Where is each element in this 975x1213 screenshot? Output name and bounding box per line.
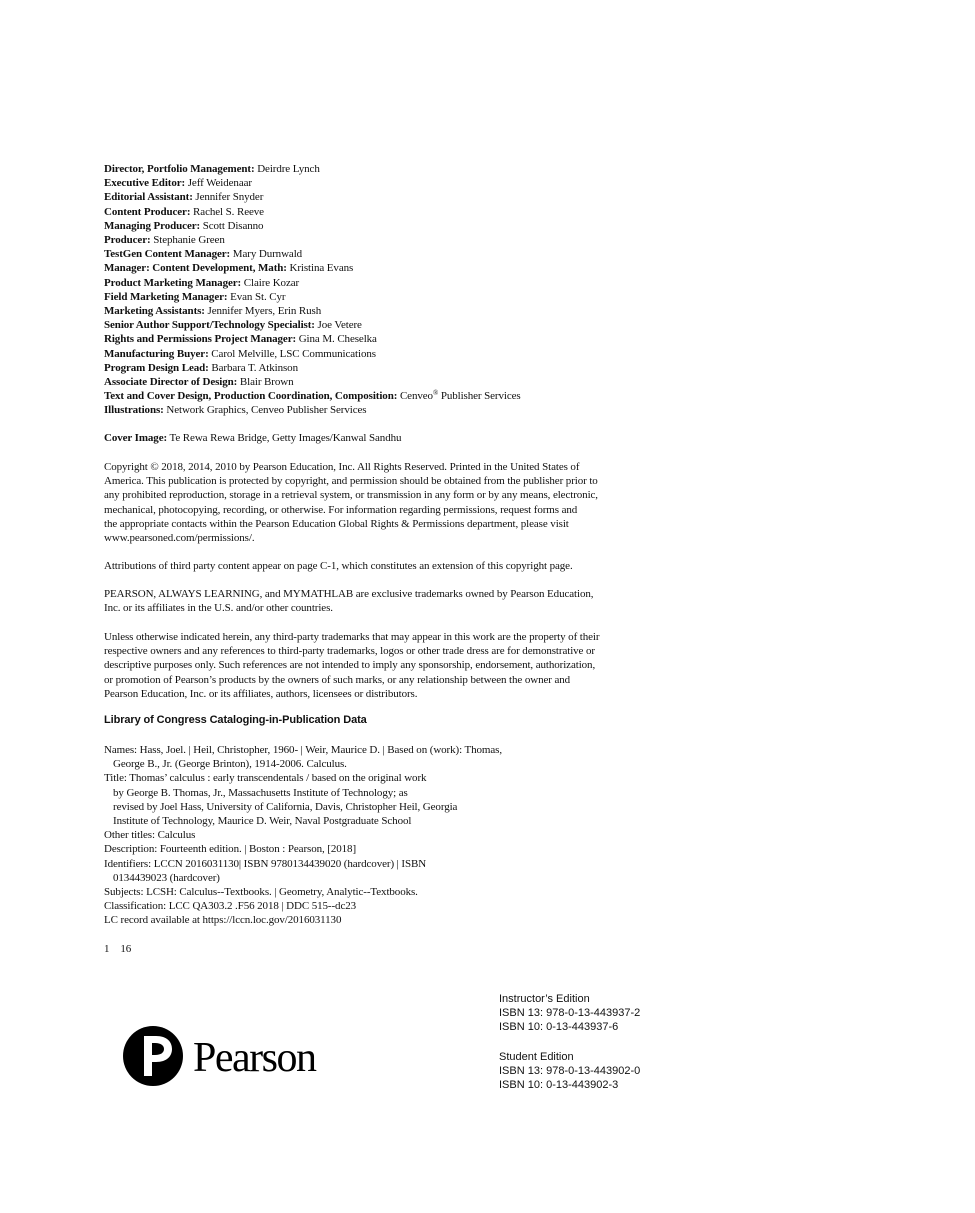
text-line: mechanical, photocopying, recording, or otherwise. For information regarding permissions, request forms and [104, 503, 578, 516]
credit-role: Associate Director of Design: [104, 376, 238, 389]
pearson-wordmark: Pearson [193, 1035, 316, 1081]
credit-line [104, 361, 664, 375]
trademark-notice [104, 587, 664, 615]
text-line: descriptive purposes only. Such references are not intended to imply any sponsorship, endorsement, authorization, [104, 659, 596, 672]
cip-line: by George B. Thomas, Jr., Massachusetts Institute of Technology; as [113, 786, 408, 799]
credit-name: Barbara T. Atkinson [211, 361, 298, 374]
credit-role: Editorial Assistant: [104, 191, 193, 204]
credit-name: Jeff Weidenaar [187, 177, 252, 190]
edition-label: Instructor’s Edition [499, 993, 590, 1005]
credit-name: Kristina Evans [289, 262, 354, 275]
text-line: respective owners and any references to third-party trademarks, logos or other trade dress are for demonstrative or [104, 645, 595, 658]
credit-line [104, 190, 664, 204]
credit-name: Scott Disanno [202, 219, 264, 232]
credit-name: Mary Durnwald [232, 248, 303, 261]
cip-line: LC record available at https://lccn.loc.gov/2016031130 [104, 914, 342, 927]
credits-list [104, 162, 664, 418]
text-line: www.pearsoned.com/permissions/. [104, 532, 255, 545]
credit-line [104, 205, 664, 219]
credit-role: TestGen Content Manager: [104, 248, 231, 261]
instructor-edition-isbn [499, 992, 640, 1035]
credit-role: Product Marketing Manager: [104, 276, 242, 289]
cip-line: Subjects: LCSH: Calculus--Textbooks. | Geometry, Analytic--Textbooks. [104, 886, 418, 899]
credit-line [104, 261, 664, 275]
credit-line [104, 219, 664, 233]
isbn-13: ISBN 13: 978-0-13-443902-0 [499, 1065, 641, 1078]
attribution-notice [104, 559, 664, 573]
cip-data [104, 743, 664, 928]
credit-line [104, 233, 664, 247]
text-line: Inc. or its affiliates in the U.S. and/or other countries. [104, 602, 333, 615]
credit-role: Content Producer: [104, 205, 191, 218]
isbn-13: ISBN 13: 978-0-13-443937-2 [499, 1007, 641, 1020]
isbn-10: ISBN 10: 0-13-443902-3 [499, 1079, 619, 1092]
credit-role: Marketing Assistants: [104, 305, 205, 318]
credit-name: Jennifer Myers, Erin Rush [207, 305, 322, 318]
credit-role: Field Marketing Manager: [104, 290, 228, 303]
cip-line: revised by Joel Hass, University of California, Davis, Christopher Heil, Georgia [113, 800, 458, 813]
credit-role: Senior Author Support/Technology Specialist: [104, 319, 315, 332]
credit-name: Cenveo [399, 390, 433, 403]
cip-line: George B., Jr. (George Brinton), 1914-2006. Calculus. [113, 758, 347, 771]
cip-line: Classification: LCC QA303.2 .F56 2018 | DDC 515--dc23 [104, 900, 357, 913]
print-number: 16 [120, 943, 132, 955]
text-line: PEARSON, ALWAYS LEARNING, and MYMATHLAB are exclusive trademarks owned by Pearson Education, [104, 588, 594, 600]
credit-line [104, 375, 664, 389]
credit-name-suffix: Publisher Services [440, 390, 521, 403]
credit-name: Network Graphics, Cenveo Publisher Services [166, 404, 367, 417]
credit-line [104, 290, 664, 304]
cip-line: Title: Thomas’ calculus : early transcendentals / based on the original work [104, 772, 427, 785]
copyright-notice [104, 460, 664, 545]
credit-role: Managing Producer: [104, 219, 201, 232]
text-line: the appropriate contacts within the Pearson Education Global Rights & Permissions department, please visit [104, 517, 569, 530]
credit-line [104, 332, 664, 346]
credit-role: Director, Portfolio Management: [104, 163, 255, 175]
credit-line [104, 176, 664, 190]
cip-line: Institute of Technology, Maurice D. Weir, Naval Postgraduate School [113, 815, 412, 828]
text-line: Unless otherwise indicated herein, any third-party trademarks that may appear in this work are the property of their [104, 631, 600, 643]
credit-line [104, 276, 664, 290]
text-line: Pearson Education, Inc. or its affiliates, authors, licensees or distributors. [104, 687, 418, 700]
credit-name: Deirdre Lynch [257, 163, 320, 175]
isbn-10: ISBN 10: 0-13-443937-6 [499, 1021, 619, 1034]
credit-name: Te Rewa Rewa Bridge, Getty Images/Kanwal Sandhu [169, 432, 402, 444]
cip-line: 0134439023 (hardcover) [113, 871, 220, 884]
student-edition-isbn [499, 1050, 640, 1093]
cip-line: Other titles: Calculus [104, 829, 196, 842]
cip-line: Identifiers: LCCN 2016031130| ISBN 9780134439020 (hardcover) | ISBN [104, 857, 427, 870]
pearson-logo [123, 1022, 363, 1092]
credit-line [104, 389, 664, 403]
credit-role: Manager: Content Development, Math: [104, 262, 287, 275]
credit-name: Blair Brown [239, 376, 294, 389]
registered-mark: ® [432, 389, 439, 398]
credit-name: Joe Vetere [317, 319, 362, 332]
credit-name: Jennifer Snyder [195, 191, 264, 204]
credit-name: Gina M. Cheselka [298, 333, 377, 346]
lcc-heading: Library of Congress Cataloging-in-Publication Data [104, 714, 367, 726]
credit-role: Text and Cover Design, Production Coordination, Composition: [104, 390, 398, 403]
credit-line [104, 247, 664, 261]
credit-role: Rights and Permissions Project Manager: [104, 333, 297, 346]
credit-name: Evan St. Cyr [230, 290, 286, 303]
credit-role: Cover Image: [104, 432, 168, 444]
third-party-notice [104, 630, 664, 701]
credit-role: Producer: [104, 234, 151, 247]
text-line: Attributions of third party content appear on page C-1, which constitutes an extension of this copyright page. [104, 560, 573, 572]
pearson-p-logo-icon [123, 1022, 363, 1092]
credit-line [104, 304, 664, 318]
text-line: any prohibited reproduction, storage in a retrieval system, or transmission in any form or by any means, electronic, [104, 489, 598, 502]
edition-label: Student Edition [499, 1051, 574, 1063]
credit-role: Illustrations: [104, 404, 164, 417]
credit-role: Manufacturing Buyer: [104, 347, 209, 360]
credit-line [104, 318, 664, 332]
credit-line [104, 403, 664, 417]
cip-line: Description: Fourteenth edition. | Boston : Pearson, [2018] [104, 843, 357, 856]
credit-role: Program Design Lead: [104, 361, 209, 374]
credit-name: Claire Kozar [243, 276, 300, 289]
text-line: Copyright © 2018, 2014, 2010 by Pearson Education, Inc. All Rights Reserved. Printed in the United States of [104, 461, 580, 473]
credit-line [104, 347, 664, 361]
text-line: America. This publication is protected by copyright, and permission should be obtained from the publisher prior to [104, 475, 598, 488]
credit-name: Carol Melville, LSC Communications [211, 347, 376, 360]
credit-name: Rachel S. Reeve [193, 205, 264, 218]
print-number: 1 [104, 943, 110, 955]
text-line: or promotion of Pearson’s products by the owners of such marks, or any relationship between the owner and [104, 673, 571, 686]
credit-role: Executive Editor: [104, 177, 186, 190]
credit-name: Stephanie Green [153, 234, 225, 247]
cover-image-credit [104, 431, 664, 445]
credit-line [104, 162, 664, 176]
cip-line: Names: Hass, Joel. | Heil, Christopher, 1960- | Weir, Maurice D. | Based on (work): Thomas, [104, 744, 502, 756]
print-line [104, 942, 142, 956]
